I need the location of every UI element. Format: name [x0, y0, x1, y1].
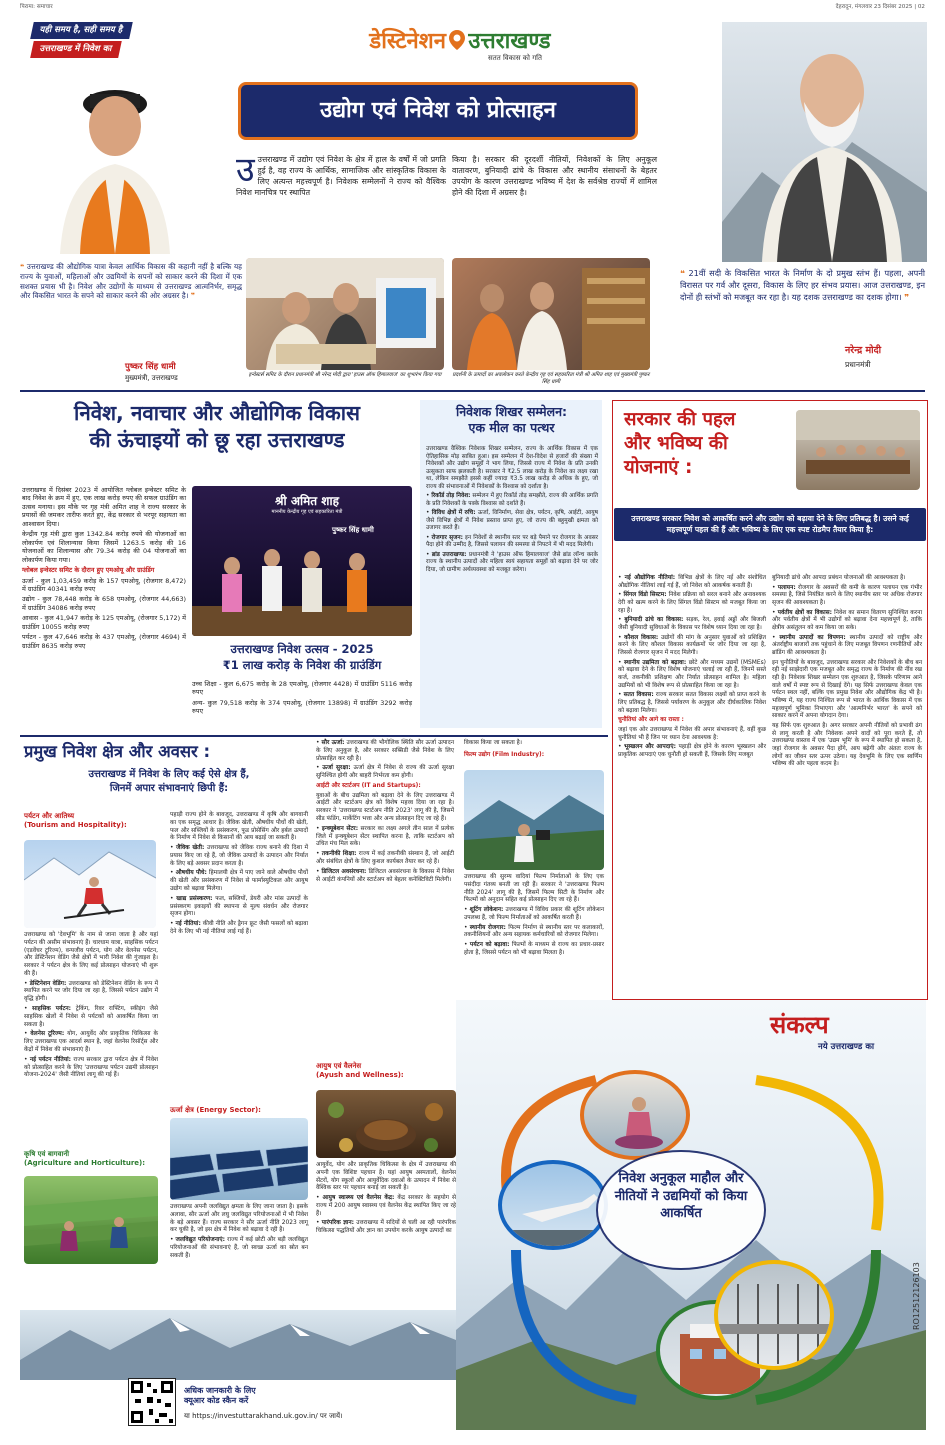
mou-item: आवास - कुल 41,947 करोड़ के 125 एमओयू, (रोजगार 5,172) में ग्राउंडिंग 10055 करोड़ रुपए: [22, 614, 186, 631]
bullet-text: उत्तराखण्ड को डेस्टिनेशन वेडिंग के रूप में स्थापित करने पर जोर दिया जा रहा है, जिससे पर्यटन उद्योग में वृद्धि होगी।: [24, 980, 158, 1003]
govt-col2-p1: बुनियादी ढांचे और आपदा प्रबंधन योजनाओं की आवश्यकता है।: [772, 575, 906, 581]
qr-url[interactable]: या https://investuttarakhand.uk.gov.in/ पर जायें।: [184, 1412, 343, 1420]
govt-col1: [618, 575, 766, 762]
challenges-head: चुनौतियां और आगे का रास्ता :: [618, 717, 684, 724]
govt-col2-p2: इन चुनौतियों के बावजूद, उत्तराखण्ड सरकार और निवेशकों के बीच बन रही नई साझेदारी एक मजबूत और समृद्ध राज्य के निर्माण की नींव रख रही है। निवेशक शिखर सम्मेलन एक शुरुआत है, जिसके परिणाम आने वाले वर्षों में स्पष्ट रूप से दिखाई देंगे। यह सिर्फ उत्तराखण्ड केवल एक पर्यटन स्थल नहीं, बल्कि एक प्रमुख निवेश और औद्योगिक केंद्र भी है। भविष्य में, यह राज्य निश्चित रूप से भारत के आर्थिक विकास में एक महत्त्वपूर्ण भूमिका निभाएगा और 'आत्मनिर्भर भारत' के सपने को साकार करने में अपना योगदान देगा।: [772, 659, 922, 720]
govt-title1: सरकार की पहल: [624, 409, 736, 430]
govt-bullet: • कौशल विकास: उद्योगों की मांग के अनुसार युवाओं को प्रशिक्षित करने के लिए कौशल विकास कार्यक्रमों पर जोर दिया जा रहा है, जिससे रोजगार सृजन में मदद मिलेगी।: [618, 634, 766, 657]
bullet-bold: जैविक खेती:: [175, 845, 205, 852]
ayush-bullet: • आयुष स्वास्थ्य एवं वैलनेस केंद्र: केंद्र सरकार के सहयोग से राज्य में 200 आयुष स्वास्थ्य एवं वैलनेस केंद्र स्थापित किए जा रहे हैं।: [316, 1195, 456, 1217]
bullet-bold: रोजगार सृजन:: [431, 534, 463, 541]
bullet-bold: नई औद्योगिक नीतियां:: [624, 575, 676, 581]
it-bullet: • तकनीकी शिक्षा: राज्य में कई तकनीकी संस्थान हैं, जो आईटी और संबंधित क्षेत्रों के लिए कुशल कार्यबल तैयार कर रहे हैं।: [316, 851, 454, 865]
bullet-text: सड़क, रेल, हवाई अड्डों और बिजली जैसी बुनियादी सुविधाओं के विकास पर विशेष ध्यान दिया जा रहा है।: [618, 617, 767, 632]
bullet-text: विभिन्न क्षेत्रों के लिए नई और संशोधित औद्योगिक नीतियां लाई गई हैं, जो निवेश को आकर्षक बनाती हैं।: [618, 575, 766, 589]
film-body: [464, 740, 604, 762]
bullet-text: इन निवेशों से स्थानीय स्तर पर बड़े पैमाने पर रोजगार के अवसर पैदा होने की उम्मीद है, जिससे पलायन की समस्या से निपटने में भी मदद मिलेगी।: [426, 534, 598, 549]
agri-body: [170, 812, 308, 939]
intro-col2: किया है। सरकार की दूरदर्शी नीतियों, निवेशकों के लिए अनुकूल वातावरण, बुनियादी ढांचे के विकास और स्थानीय संसाधनों के बेहतर उपयोग के कारण उत्तराखण्ड भविष्य में देश के सर्वश्रेष्ठ राज्यों में शामिल होने की दिशा में अग्रसर है।: [452, 155, 657, 197]
location-pin-icon: [448, 29, 466, 51]
bullet-bold: नई पर्यटन नीतियां:: [29, 1056, 72, 1063]
film-bullet: • स्थानीय रोजगार: फिल्म निर्माण से स्थानीय स्तर पर कलाकारों, तकनीशियनों और अन्य सहायक कर्मचारियों को रोजगार मिलेगा।: [464, 924, 604, 939]
sankalp-graphic: [456, 1000, 926, 1430]
govt-bullet: • स्थानीय उद्यमिता को बढ़ावा: छोटे और मध्यम उद्यमों (MSMEs) को बढ़ावा देने के लिए विशेष योजनाएं चलाई जा रही हैं, जिनमें सस्ते कर्ज, तकनीकी प्रशिक्षण और निर्यात प्रोत्साहन शामिल है। महिला उद्यमियों को भी विशेष रूप से प्रोत्साहित किया जा रहा है।: [618, 659, 766, 689]
tagline-ribbon: [32, 22, 182, 60]
tourism-bullet: • नई पर्यटन नीतियां: राज्य सरकार द्वारा पर्यटन क्षेत्र में निवेश को प्रोत्साहित करने के लिए 'उत्तराखण्ड पर्यटन उद्यमी प्रोत्साहन योजना-2024' जैसी नीतियां लागू की गई हैं।: [24, 1056, 158, 1079]
tourism-p: उत्तराखण्ड को 'देवभूमि' के नाम से जाना जाता है और यहां पर्यटन की असीम संभावनाएं हैं। चारधाम यात्रा, साहसिक पर्यटन (एडवेंचर टूरिज्म), वन्यजीव पर्यटन, योग और वेलनेस पर्यटन, और डेस्टिनेशन वेडिंग जैसे क्षेत्रों में भारी निवेश की गुंजाइश है। सरकार ने पर्यटन क्षेत्र के लिए कई प्रोत्साहन योजनाएं भी शुरू की हैं।: [24, 932, 158, 977]
govt-bullet: • पलायन: रोजगार के अवसरों की कमी के कारण पलायन एक गंभीर समस्या है, जिसे नियंत्रित करने के लिए स्थानीय स्तर पर अधिक रोजगार सृजन की आवश्यकता है।: [772, 584, 922, 607]
colD-top: विकास किया जा सकता है।: [464, 740, 522, 746]
sankalp-title: संकल्प: [770, 1010, 829, 1039]
tourism-body: [24, 932, 158, 1082]
pm-role: प्रधानमंत्री: [845, 360, 871, 369]
mou-item: उच्च शिक्षा - कुल 6,675 करोड़ के 28 एमओयू, (रोजगार 4428) में ग्राउंडिंग 5116 करोड़ रुपए: [192, 680, 412, 697]
skiing-photo: [24, 840, 156, 928]
bullet-bold: स्थानीय उद्यमिता को बढ़ावा:: [624, 659, 687, 666]
factory-photo: [714, 1260, 834, 1370]
summit-bullet: • ब्रांड उत्तराखण्ड: प्रधानमंत्री ने 'हाउस ऑफ हिमालयाज' जैसे ब्रांड लॉन्च करके राज्य के स्थानीय उत्पादों और महिला स्वयं सहायता समूहों को बढ़ावा देने पर जोर दिया, जो ग्रामीण अर्थव्यवस्था को मजबूत करेगा।: [426, 551, 599, 573]
ayush-bullet: • पारंपरिक ज्ञान: उत्तराखण्ड में सदियों से चली आ रही पारंपरिक चिकित्सा पद्धतियों और ज्ञान का उपयोग करके आयुष उत्पादों का: [316, 1220, 456, 1235]
bullet-bold: भूस्खलन और आपदाएं:: [624, 744, 676, 751]
bullet-bold: ऊर्जा सुरक्षा:: [322, 765, 351, 772]
agri-bullet: • नई नीतियां: कीवी नीति और ड्रैगन फ्रूट जैसी फसलों को बढ़ावा देने के लिए भी नई नीतियां लाई गई हैं।: [170, 921, 308, 935]
bullet-text: ट्रेकिंग, रिवर राफ्टिंग, स्कीइंग जैसे साहसिक खेलों में निवेश से पर्यटकों को आकर्षित किया जा सकता है।: [24, 1006, 158, 1028]
ayush-p: आयुर्वेद, योग और प्राकृतिक चिकित्सा के क्षेत्र में उत्तराखण्ड की अपनी एक विशिष्ट पहचान है। यहां आयुष अस्पतालों, वेलनेस सेंटरों, योग स्कूलों और आयुर्वेदिक दवाओं के उत्पादन में निवेश से वैश्विक स्तर पर पहचान बनाई जा सकती है।: [316, 1162, 456, 1192]
sectors-title: प्रमुख निवेश क्षेत्र और अवसर :: [24, 742, 211, 761]
summit-bullet: • रिकॉर्ड तोड़ निवेश: सम्मेलन में हुए रिकॉर्ड तोड़ समझौते, राज्य की आर्थिक प्रगति के प्रति निवेशकों के पक्के विश्वास को दर्शाते हैं।: [426, 493, 599, 507]
section1-title2: की ऊंचाइयों को छू रहा उत्तराखण्ड: [89, 427, 345, 452]
bullet-text: निवेश प्रक्रिया को सरल बनाने और अनावश्यक देरी को खत्म करने के लिए सिंगल विंडो सिस्टम को मजबूत किया जा रहा है।: [618, 592, 767, 614]
summit-title2: एक मील का पत्थर: [468, 420, 555, 436]
airport-photo: [498, 1160, 608, 1250]
pm-name: नरेन्द्र मोदी: [845, 345, 882, 356]
section1-p2: केन्द्रीय गृह मंत्री द्वारा कुल 1342.84 करोड़ रुपये की योजनाओं का लोकार्पण एवं शिलान्यास किया जिसमें 1263.5 करोड़ की 16 योजनाओं का शिलान्यास और 79.34 करोड़ की 04 योजनाओं का लोकार्पण किया गया।: [22, 530, 186, 564]
divider-2: [20, 735, 608, 737]
govt-bullet: • स्थानीय उत्पादों का विपणन: स्थानीय उत्पादों को राष्ट्रीय और अंतर्राष्ट्रीय बाजारों तक पहुंचाने के लिए मजबूत विपणन रणनीतियों और ब्रांडिंग की आवश्यकता है।: [772, 634, 922, 657]
bullet-bold: वेलनेस टूरिज्म:: [30, 1031, 65, 1038]
ayush-photo: [316, 1090, 456, 1158]
bullet-bold: सौर ऊर्जा:: [321, 740, 345, 746]
mou-item: उद्योग - कुल 78,448 करोड़ के 658 एमओयू, (रोजगार 44,663) में ग्राउंडिंग 34086 करोड़ रुपए: [22, 595, 186, 612]
tourism-bullet: • वेलनेस टूरिज्म: योग, आयुर्वेद और प्राकृतिक चिकित्सा के लिए उत्तराखण्ड एक आदर्श स्थान है, जहां वेलनेस रिसॉर्ट्स और केंद्रों में निवेश की संभावनाएं हैं।: [24, 1031, 158, 1053]
bullet-bold: कौशल विकास:: [624, 634, 659, 641]
bullet-text: उद्योगों की मांग के अनुसार युवाओं को प्रशिक्षित करने के लिए कौशल विकास कार्यक्रमों पर जोर दिया जा रहा है, जिससे रोजगार सृजन में मदद मिलेगी।: [618, 634, 766, 657]
bullet-bold: स्थानीय रोजगार:: [469, 924, 506, 931]
govt-headline: [624, 408, 794, 480]
bullet-bold: नई नीतियां:: [175, 921, 201, 928]
logo: [275, 28, 645, 76]
qr-line2: क्यूआर कोड स्कैन करें: [184, 1396, 249, 1406]
bullet-text: पहाड़ी क्षेत्र होने के कारण भूस्खलन और प्राकृतिक आपदाएं एक चुनौती हो सकती हैं, जिसके लिए मजबूत: [618, 744, 766, 759]
tourism-head-hi: पर्यटन और आतिथ्य: [24, 812, 75, 820]
bullet-text: प्रधानमंत्री ने 'हाउस ऑफ हिमालयाज' जैसे ब्रांड लॉन्च करके राज्य के स्थानीय उत्पादों और महिला स्वयं सहायता समूहों को बढ़ावा देने पर जोर दिया, जो ग्रामीण अर्थव्यवस्था को मजबूत करेगा।: [426, 551, 599, 573]
mou-item: ऊर्जा - कुल 1,03,459 करोड़ के 157 एमओयू, (रोजगार 8,472) में ग्राउंडिंग 40341 करोड़ रुपए: [22, 576, 186, 593]
tourism-bullet: • डेस्टिनेशन वेडिंग: उत्तराखण्ड को डेस्टिनेशन वेडिंग के रूप में स्थापित करने पर जोर दिया जा रहा है, जिससे पर्यटन उद्योग में वृद्धि होगी।: [24, 980, 158, 1003]
bullet-text: हिमालयी क्षेत्र में पाए जाने वाले औषधीय पौधों की खेती और प्रसंस्करण में निवेश से फार्मास्युटिकल और आयुष उद्योग को बढ़ावा मिलेगा।: [170, 870, 308, 893]
screen-title1: श्री अमित शाह: [275, 494, 339, 508]
bullet-bold: डेस्टिनेशन वेडिंग:: [29, 980, 67, 987]
mou-item: पर्यटन - कुल 47,646 करोड़ के 437 एमओयू, (रोजगार 4694) में ग्राउंडिंग 8635 करोड़ रुपए: [22, 633, 186, 650]
agri-bullet: • खाद्य प्रसंस्करण: फल, सब्जियों, डेयरी और मांस उत्पादों के प्रसंस्करण इकाइयों की स्थापना से मूल्य संवर्धन और रोजगार सृजन होगा।: [170, 895, 308, 918]
cm-name: पुष्कर सिंह धामी: [125, 362, 176, 372]
section1-items2: [192, 680, 412, 718]
summit-title1: निवेशक शिखर सम्मेलन:: [455, 404, 568, 419]
photo2-caption: प्रदर्शनी के उत्पादों का अवलोकन करते केन्द्रीय गृह एवं सहकारिता मंत्री श्री अमित शाह एवं मुख्यमंत्री पुष्कर सिंह धामी: [452, 372, 650, 385]
bullet-bold: साहसिक पर्यटन:: [32, 1006, 72, 1013]
bullet-text: राज्य में कई तकनीकी संस्थान हैं, जो आईटी और संबंधित क्षेत्रों के लिए कुशल कार्यबल तैयार कर रहे हैं।: [316, 851, 454, 865]
summit-p1: उत्तराखण्ड वैश्विक निवेशक शिखर सम्मेलन, राज्य के आर्थिक विकास में एक ऐतिहासिक मोड़ साबित हुआ। इस सम्मेलन में देश-विदेश से हजारों की संख्या में निवेशकों और उद्योग समूहों ने भाग लिया, जिससे राज्य में निवेश के प्रति उनकी उत्सुकता साफ झलकती है। सरकार ने ₹2.5 लाख करोड़ के निवेश का लक्ष्य रखा था, लेकिन समझौते इससे कहीं ज्यादा ₹3.5 लाख करोड़ से अधिक के हुए, जो राज्य की संभावनाओं में निवेशकों के विश्वास को दर्शाता है।: [426, 446, 598, 490]
bullet-text: निवेश का समान वितरण सुनिश्चित करना और पर्वतीय क्षेत्रों में भी उद्योगों को बढ़ावा देना महत्त्वपूर्ण है, ताकि क्षेत्रीय असंतुलन को कम किया जा सके।: [772, 609, 922, 632]
sectors-sub1: उत्तराखण्ड में निवेश के लिए कई ऐसे क्षेत्र हैं,: [88, 769, 250, 780]
bullet-bold: शूटिंग लोकेशन:: [469, 907, 504, 914]
bullet-text: केंद्र सरकार के सहयोग से राज्य में 200 आयुष स्वास्थ्य एवं वैलनेस केंद्र स्थापित किए जा रहे हैं।: [316, 1195, 456, 1217]
mou-item: अन्य- कुल 79,518 करोड़ के 374 एमओयू, (रोजगार 13898) में ग्राउंडिंग 3292 करोड़ रुपए: [192, 698, 412, 716]
bullet-bold: डिजिटल अवसंरचना:: [321, 868, 367, 875]
event-photo-1: [246, 258, 444, 370]
cm-quote-text: उत्तराखण्ड की औद्योगिक यात्रा केवल आर्थिक विकास की कहानी नहीं है बल्कि यह राज्य के युवाओं, महिलाओं और उद्यमियों के सपनों को साकार करने की दिशा में एक सशक्त प्रयास भी है। निवेश और उद्योगों के माध्यम से उत्तराखण्ड आत्मनिर्भर, समृद्ध और विकसित भारत के सपने को साकार करने की ओर अग्रसर है।: [20, 262, 242, 301]
bullet-text: रोजगार के अवसरों की कमी के कारण पलायन एक गंभीर समस्या है, जिसे नियंत्रित करने के लिए स्थानीय स्तर पर अधिक रोजगार सृजन की आवश्यकता है।: [772, 584, 922, 607]
it-head: आईटी और स्टार्टअप (IT and Startups):: [316, 782, 421, 789]
bullet-text: फल, सब्जियों, डेयरी और मांस उत्पादों के प्रसंस्करण इकाइयों की स्थापना से मूल्य संवर्धन और रोजगार सृजन होगा।: [170, 895, 308, 918]
section1-headline: [22, 400, 412, 453]
event-photo-2: [452, 258, 650, 370]
summit-bullet: • रोजगार सृजन: इन निवेशों से स्थानीय स्तर पर बड़े पैमाने पर रोजगार के अवसर पैदा होने की उम्मीद है, जिससे पलायन की समस्या से निपटने में भी मदद मिलेगी।: [426, 534, 598, 549]
pm-quote: [680, 268, 925, 304]
bullet-text: योग, आयुर्वेद और प्राकृतिक चिकित्सा के लिए उत्तराखण्ड एक आदर्श स्थान है, जहां वेलनेस रिसॉर्ट्स और केंद्रों में निवेश की संभावनाएं हैं।: [24, 1031, 158, 1053]
bullet-text: उत्तराखण्ड की भौगोलिक स्थिति सौर ऊर्जा उत्पादन के लिए अनुकूल है, और सरकार सब्सिडी जैसे निवेश के लिए प्रोत्साहित कर रही है।: [316, 740, 454, 762]
bullet-text: उत्तराखण्ड को जैविक राज्य बनाने की दिशा में प्रयास किए जा रहे हैं, जो जैविक उत्पादों के उत्पादन और निर्यात के लिए बड़े अवसर प्रदान करता है।: [170, 845, 308, 867]
section1-title1: निवेश, नवाचार और औद्योगिक विकास: [74, 401, 360, 425]
intro-col1-text: उत्तराखण्ड में उद्योग एवं निवेश के क्षेत्र में हाल के वर्षों में जो प्रगति हुई है, वह राज्य के आर्थिक, सामाजिक और सांस्कृतिक विकास के लिए अत्यन्त महत्त्वपूर्ण है। निवेशक सम्मेलनों ने राज्य को वैश्विक निवेश मानचित्र पर स्थापित: [236, 155, 446, 197]
pm-quote-text: 21वीं सदी के विकसित भारत के निर्माण के दो प्रमुख स्तंभ हैं। पहला, अपनी विरासत पर गर्व और दूसरा, विकास के लिए हर संभव प्रयास। आज उत्तराखण्ड, इन दोनों ही स्तंभों को मजबूत कर रहा है। यह दशक उत्तराखण्ड का दशक होगा।: [680, 268, 925, 302]
bullet-bold: बुनियादी ढांचे का विकास:: [624, 617, 684, 624]
ayush-head-hi: आयुष एवं वैलनेस: [316, 1062, 362, 1070]
bullet-bold: जलविद्युत परियोजनाएं:: [175, 1237, 226, 1244]
energy-bullet: • सौर ऊर्जा: उत्तराखण्ड की भौगोलिक स्थिति सौर ऊर्जा उत्पादन के लिए अनुकूल है, और सरकार सब्सिडी जैसे निवेश के लिए प्रोत्साहित कर रही है।: [316, 740, 454, 762]
bullet-bold: पर्यटन को बढ़ावा:: [469, 942, 510, 949]
govt-col2-p3: यह सिर्फ एक शुरुआत है। अगर सरकार अपनी नीतियों को प्रभावी ढंग से लागू करती है और निवेशक अपने वादों को पूरा करते हैं, तो उत्तराखण्ड वास्तव में एक 'उद्यम भूमि' के रूप में स्थापित हो सकता है, जहां रोजगार के अवसर पैदा होंगे, आय बढ़ेगी और अंततः राज्य के लोगों का जीवन स्तर ऊपर उठेगा। यह देवभूमि के लिए एक स्वर्णिम भविष्य की ओर पहला कदम है।: [772, 723, 922, 768]
screen-title3: पुष्कर सिंह धामी: [332, 526, 374, 534]
tagline-line1: यही समय है, सही समय है: [30, 22, 132, 39]
agri-bullet: • जैविक खेती: उत्तराखण्ड को जैविक राज्य बनाने की दिशा में प्रयास किए जा रहे हैं, जो जैविक उत्पादों के उत्पादन और निर्यात के लिए बड़े अवसर प्रदान करता है।: [170, 845, 308, 867]
cm-photo: [50, 64, 180, 254]
bullet-bold: खाद्य प्रसंस्करण:: [176, 895, 213, 902]
ayush-head: [316, 1062, 404, 1080]
govt-bullet: • नई औद्योगिक नीतियां: विभिन्न क्षेत्रों के लिए नई और संशोधित औद्योगिक नीतियां लाई गई हैं, जो निवेश को आकर्षक बनाती हैं।: [618, 575, 766, 589]
agri-head-hi: कृषि एवं बागवानी: [24, 1150, 70, 1158]
film-body-2: [464, 874, 604, 960]
bullet-text: सरकार का लक्ष्य अगले तीन साल में प्रत्येक जिले में इन्क्यूबेशन सेंटर स्थापित करना है, ताकि स्टार्टअप को उचित मंच मिल सके।: [316, 825, 454, 848]
bullet-text: ऊर्जा, विनिर्माण, सेवा क्षेत्र, पर्यटन, कृषि, आईटी, आयुष जैसे विभिन्न क्षेत्रों में निवेश प्रस्ताव प्राप्त हुए, जो राज्य की बहुमुखी क्षमता को उजागर करते हैं।: [426, 510, 598, 532]
bullet-text: ऊर्जा क्षेत्र में निवेश से राज्य की ऊर्जा सुरक्षा सुनिश्चित होगी और बाहरी निर्भरता कम होगी।: [316, 765, 454, 780]
event-subtitle: ₹1 लाख करोड़ के निवेश की ग्राउंडिंग: [222, 657, 382, 672]
govt-lead: उत्तराखण्ड सरकार निवेश को आकर्षित करने और उद्योग को बढ़ावा देने के लिए प्रतिबद्ध है। उसने कई महत्त्वपूर्ण पहल की हैं और भविष्य के लिए एक स्पष्ट रोडमैप तैयार किया है:: [614, 508, 926, 541]
event-title-block: [192, 642, 412, 673]
bullet-text: सम्मेलन में हुए रिकॉर्ड तोड़ समझौते, राज्य की आर्थिक प्रगति के प्रति निवेशकों के पक्के विश्वास को दर्शाते हैं।: [426, 493, 599, 507]
bullet-bold: सतत विकास:: [623, 692, 654, 699]
film-bullet: • शूटिंग लोकेशन: उत्तराखण्ड में विविध प्रकार की शूटिंग लोकेशन उपलब्ध हैं, जो फिल्म निर्माताओं को आकर्षित करती हैं।: [464, 907, 604, 921]
govt-col2: [772, 575, 922, 771]
agri-p: पहाड़ी राज्य होने के बावजूद, उत्तराखण्ड में कृषि और बागवानी का एक समृद्ध आधार है। जैविक खेती, औषधीय पौधों की खेती, फल और सब्जियों के प्रसंस्करण, फूड प्रोसेसिंग और हर्बल उत्पादों के निर्माण में निवेश से किसानों की आय बढ़ाई जा सकती है।: [170, 812, 308, 842]
bullet-bold: सिंगल विंडो सिस्टम:: [623, 592, 667, 599]
colC-top: [316, 740, 454, 886]
bullet-text: राज्य सरकार सतत विकास लक्ष्यों को प्राप्त करने के लिए प्रतिबद्ध है, जिससे पर्यावरण के अनुकूल और दीर्घकालिक निवेश को बढ़ावा मिलेगा।: [618, 692, 766, 714]
bullet-text: राज्य सरकार द्वारा पर्यटन क्षेत्र में निवेश को प्रोत्साहित करने के लिए 'उत्तराखण्ड पर्यटन उद्यमी प्रोत्साहन योजना-2024' जैसी नीतियां लागू की गई हैं।: [24, 1056, 158, 1079]
bullet-text: उत्तराखण्ड में सदियों से चली आ रही पारंपरिक चिकित्सा पद्धतियों और ज्ञान का उपयोग करके आयुष उत्पादों का: [316, 1220, 456, 1235]
govt-bullet: • भूस्खलन और आपदाएं: पहाड़ी क्षेत्र होने के कारण भूस्खलन और प्राकृतिक आपदाएं एक चुनौती हो सकती हैं, जिसके लिए मजबूत: [618, 744, 766, 759]
ro-code: RO12512126103: [912, 1262, 921, 1330]
solar-photo: [170, 1118, 308, 1200]
it-bullet: • इन्क्यूबेशन सेंटर: सरकार का लक्ष्य अगले तीन साल में प्रत्येक जिले में इन्क्यूबेशन सेंटर स्थापित करना है, ताकि स्टार्टअप को उचित मंच मिल सके।: [316, 825, 454, 848]
sectors-sub2: जिनमें अपार संभावनाएं छिपी हैं:: [109, 782, 229, 794]
qr-code[interactable]: [128, 1378, 176, 1426]
energy-bullet: • ऊर्जा सुरक्षा: ऊर्जा क्षेत्र में निवेश से राज्य की ऊर्जा सुरक्षा सुनिश्चित होगी और बाहरी निर्भरता कम होगी।: [316, 765, 454, 780]
ayush-body: [316, 1162, 456, 1238]
sankalp-center-text: निवेश अनुकूल माहौल और नीतियों ने उद्यमियों को किया आकर्षित: [614, 1171, 748, 1222]
logo-subtitle: सतत विकास को गति: [488, 53, 542, 62]
meeting-photo: [796, 410, 920, 490]
pm-photo: [722, 22, 927, 262]
it-bullet: • डिजिटल अवसंरचना: डिजिटल अवसंरचना के विकास में निवेश से आईटी कंपनियों और स्टार्टअप को बेहतर कनेक्टिविटी मिलेगी।: [316, 868, 454, 883]
agri-bullet: • औषधीय पौधे: हिमालयी क्षेत्र में पाए जाने वाले औषधीय पौधों की खेती और प्रसंस्करण में निवेश से फार्मास्युटिकल और आयुष उद्योग को बढ़ावा मिलेगा।: [170, 870, 308, 893]
section1-subhead: ग्लोबल इन्वेस्टर समिट के दौरान हुए एमओयू और ग्राउंडिंग: [22, 566, 155, 575]
quote-open-icon: ❝: [20, 262, 25, 271]
summit-headline: [424, 404, 599, 437]
energy-head-en: (Energy Sector):: [196, 1106, 261, 1114]
bullet-text: राज्य में कई छोटी और बड़ी जलविद्युत परियोजनाओं की संभावनाएं हैं, जो स्वच्छ ऊर्जा का स्रोत बन सकती हैं।: [170, 1237, 308, 1259]
screen-title2: माननीय केन्द्रीय गृह एवं सहकारिता मंत्री: [271, 509, 343, 515]
main-banner: उद्योग एवं निवेश को प्रोत्साहन: [238, 82, 638, 140]
bullet-bold: पारंपरिक ज्ञान:: [321, 1220, 355, 1227]
publication-label: पिरामा: समाचार: [20, 4, 53, 10]
bullet-text: डिजिटल अवसंरचना के विकास में निवेश से आईटी कंपनियों और स्टार्टअप को बेहतर कनेक्टिविटी मिलेगी।: [316, 868, 454, 883]
film-p: उत्तराखण्ड की सुरम्य वादियां फिल्म निर्माताओं के लिए एक पसंदीदा गंतव्य बनती जा रही हैं। सरकार ने 'उत्तराखण्ड फिल्म नीति 2024' लागू की है, जिसमें फिल्म सिटी के निर्माण और फिल्मों को अनुदान सहित कई प्रोत्साहन दिए जा रहे हैं।: [464, 874, 604, 904]
tourism-head-en: (Tourism and Hospitality):: [24, 821, 127, 830]
energy-body: [170, 1204, 308, 1262]
bullet-bold: ब्रांड उत्तराखण्ड:: [431, 551, 467, 558]
govt-title2: और भविष्य की: [624, 433, 728, 455]
challenges-p: जहां एक ओर उत्तराखण्ड में निवेश की अपार संभावनाएं हैं, वहीं कुछ चुनौतियां भी हैं जिन पर ध्यान देना आवश्यक है:: [618, 727, 766, 741]
section1-p1: उत्तराखण्ड में दिसंबर 2023 में आयोजित ग्लोबल इन्वेस्टर समिट के बाद निवेश के क्रम में हुए, एक लाख करोड़ रुपए की सफल ग्राउंडिंग का उत्सव मनाया। इस मौके पर गृह मंत्री अमित शाह ने राज्य सरकार के प्रयासों की जमकर तारीफ करते हुए, केंद्र सरकार से भरपूर सहायता का आश्वासन दिया।: [22, 486, 186, 528]
bullet-bold: आयुष स्वास्थ्य एवं वैलनेस केंद्र:: [322, 1195, 395, 1202]
summit-bullet: • विविध क्षेत्रों में रुचि: ऊर्जा, विनिर्माण, सेवा क्षेत्र, पर्यटन, कृषि, आईटी, आयुष जैसे विभिन्न क्षेत्रों में निवेश प्रस्ताव प्राप्त हुए, जो राज्य की बहुमुखी क्षमता को उजागर करते हैं।: [426, 510, 598, 532]
photo1-caption: इन्वेस्टर्स समिट के दौरान प्रधानमंत्री श्री नरेन्द्र मोदी द्वारा 'हाउस ऑफ हिमालयाज' का शुभारंभ किया गया: [248, 372, 442, 378]
energy-p: उत्तराखण्ड अपनी जलविद्युत क्षमता के लिए जाना जाता है। इसके अलावा, सौर ऊर्जा और लघु जलविद्युत परियोजनाओं में भी निवेश के बड़े अवसर हैं। राज्य सरकार ने सौर ऊर्जा नीति 2023 लागू कर चुकी है, जो इस क्षेत्र में निवेश को बढ़ावा दे रही है।: [170, 1204, 308, 1234]
bullet-text: फिल्म निर्माण से स्थानीय स्तर पर कलाकारों, तकनीशियनों और अन्य सहायक कर्मचारियों को रोजगार मिलेगा।: [464, 924, 604, 939]
farming-photo: [24, 1176, 158, 1264]
bullet-bold: इन्क्यूबेशन सेंटर:: [321, 825, 359, 832]
sankalp-subtitle: नये उत्तराखण्ड का: [818, 1042, 875, 1052]
govt-bullet: • सतत विकास: राज्य सरकार सतत विकास लक्ष्यों को प्राप्त करने के लिए प्रतिबद्ध है, जिससे पर्यावरण के अनुकूल और दीर्घकालिक निवेश को बढ़ावा मिलेगा।: [618, 692, 766, 714]
ayush-head-en: (Ayush and Wellness):: [316, 1071, 404, 1080]
cm-role: मुख्यमंत्री, उत्तराखण्ड: [125, 374, 178, 382]
tourism-bullet: • साहसिक पर्यटन: ट्रेकिंग, रिवर राफ्टिंग, स्कीइंग जैसे साहसिक खेलों में निवेश से पर्यटकों को आकर्षित किया जा सकता है।: [24, 1006, 158, 1028]
mountain-strip: [20, 1310, 456, 1380]
govt-bullet: • सिंगल विंडो सिस्टम: निवेश प्रक्रिया को सरल बनाने और अनावश्यक देरी को खत्म करने के लिए सिंगल विंडो सिस्टम को मजबूत किया जा रहा है।: [618, 592, 767, 614]
logo-part1: डेस्टिनेशन: [369, 29, 446, 54]
it-p: युवाओं के बीच उद्यमिता को बढ़ावा देने के लिए उत्तराखण्ड में आईटी और स्टार्टअप क्षेत्र को विशेष महत्त्व दिया जा रहा है। सरकार ने 'उत्तराखण्ड स्टार्टअप नीति 2023' लागू की है, जिसमें सीड फंडिंग, मार्केटिंग भत्ता और अन्य प्रोत्साहन दिए जा रहे हैं।: [316, 792, 454, 823]
film-head: फिल्म उद्योग (Film Industry):: [464, 751, 545, 758]
bullet-text: छोटे और मध्यम उद्यमों (MSMEs) को बढ़ावा देने के लिए विशेष योजनाएं चलाई जा रही हैं, जिनमें सस्ते कर्ज, तकनीकी प्रशिक्षण और निर्यात प्रोत्साहन शामिल है। महिला उद्यमियों को भी विशेष रूप से प्रोत्साहित किया जा रहा है।: [618, 659, 766, 689]
film-photo: [464, 770, 604, 870]
cm-quote: [20, 262, 242, 301]
agri-head-en: (Agriculture and Horticulture):: [24, 1159, 146, 1168]
qr-line1: अधिक जानकारी के लिए: [184, 1386, 256, 1395]
section1-left-col: [22, 486, 186, 652]
logo-part2: उत्तराखण्ड: [468, 29, 551, 54]
quote-close-icon: ❞: [190, 291, 195, 301]
energy-bullet: • जलविद्युत परियोजनाएं: राज्य में कई छोटी और बड़ी जलविद्युत परियोजनाओं की संभावनाएं हैं, जो स्वच्छ ऊर्जा का स्रोत बन सकती हैं।: [170, 1237, 308, 1259]
bullet-bold: स्थानीय उत्पादों का विपणन:: [779, 634, 846, 641]
event-title: उत्तराखण्ड निवेश उत्सव - 2025: [230, 642, 374, 656]
bullet-text: फिल्मों के माध्यम से राज्य का प्रचार-प्रसार होता है, जिससे पर्यटन को भी बढ़ावा मिलता है।: [464, 942, 604, 957]
bullet-bold: विविध क्षेत्रों में रुचि:: [431, 510, 476, 517]
yoga-photo: [580, 1070, 690, 1160]
govt-bullet: • बुनियादी ढांचे का विकास: सड़क, रेल, हवाई अड्डों और बिजली जैसी बुनियादी सुविधाओं के विकास पर विशेष ध्यान दिया जा रहा है।: [618, 617, 767, 632]
investment-event-photo: [192, 486, 412, 636]
film-bullet: • पर्यटन को बढ़ावा: फिल्मों के माध्यम से राज्य का प्रचार-प्रसार होता है, जिससे पर्यटन को भी बढ़ावा मिलता है।: [464, 942, 604, 957]
qr-text: [184, 1386, 256, 1407]
bullet-text: कीवी नीति और ड्रैगन फ्रूट जैसी फसलों को बढ़ावा देने के लिए भी नई नीतियां लाई गई हैं।: [170, 921, 308, 935]
date-page-label: देहरादून, मंगलवार 23 दिसंबर 2025 | 02: [835, 4, 925, 10]
tagline-line2: उत्तराखण्ड में निवेश का: [30, 41, 121, 58]
energy-head: [170, 1106, 261, 1115]
divider-1: [20, 390, 925, 392]
pm-quote-open-icon: ❝: [680, 268, 685, 278]
bullet-bold: तकनीकी शिक्षा:: [321, 851, 357, 858]
bullet-text: उत्तराखण्ड में विविध प्रकार की शूटिंग लोकेशन उपलब्ध हैं, जो फिल्म निर्माताओं को आकर्षित करती हैं।: [464, 907, 604, 921]
pm-quote-close-icon: ❞: [904, 291, 910, 302]
energy-head-hi: ऊर्जा क्षेत्र: [170, 1106, 194, 1114]
intro-col1: [236, 150, 446, 199]
summit-body: [426, 446, 598, 577]
bullet-bold: पर्वतीय क्षेत्रों का विकास:: [777, 609, 832, 616]
bullet-bold: पलायन:: [777, 584, 796, 591]
govt-bullet: • पर्वतीय क्षेत्रों का विकास: निवेश का समान वितरण सुनिश्चित करना और पर्वतीय क्षेत्रों में भी उद्योगों को बढ़ावा देना महत्त्वपूर्ण है, ताकि क्षेत्रीय असंतुलन को कम किया जा सके।: [772, 609, 922, 632]
sectors-subtitle: [24, 768, 314, 795]
tourism-head: [24, 812, 127, 830]
govt-title3: योजनाएं :: [624, 457, 693, 479]
bullet-text: स्थानीय उत्पादों को राष्ट्रीय और अंतर्राष्ट्रीय बाजारों तक पहुंचाने के लिए मजबूत विपणन रणनीतियों और ब्रांडिंग की आवश्यकता है।: [772, 634, 922, 657]
agri-head: [24, 1150, 145, 1168]
dropcap: उ: [236, 150, 255, 190]
bullet-bold: औषधीय पौधे:: [175, 870, 207, 877]
bullet-bold: रिकॉर्ड तोड़ निवेश:: [431, 493, 471, 500]
